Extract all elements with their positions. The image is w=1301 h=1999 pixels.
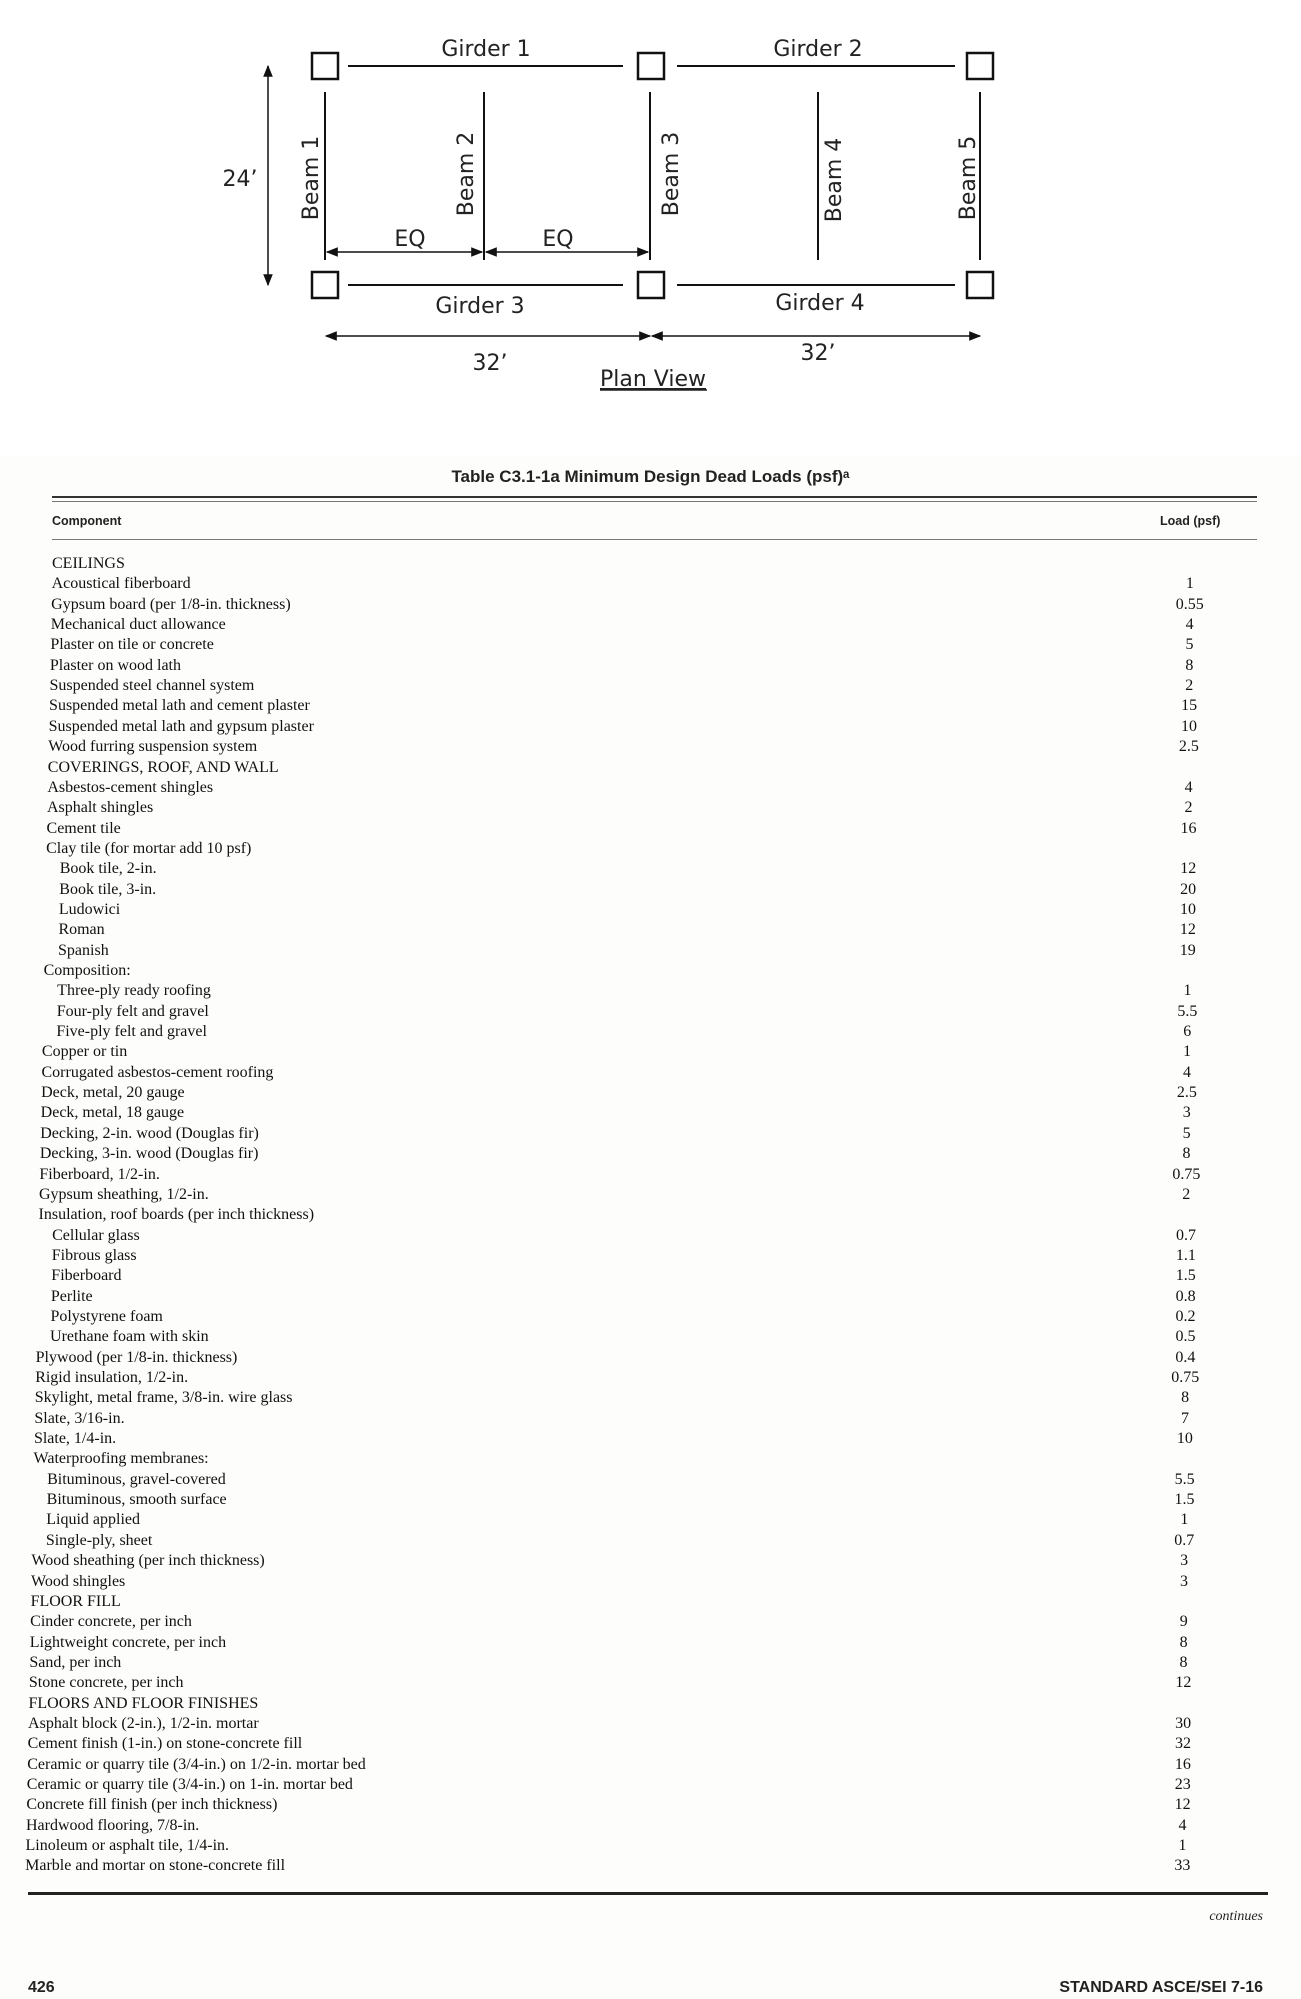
load-cell: 12 [1174,1796,1191,1814]
eq-label-right: EQ [542,227,574,252]
load-cell: 4 [1185,616,1194,634]
component-cell: Lightweight concrete, per inch [29,1633,227,1651]
table-top-rule-thin [52,501,1257,502]
load-cell: 32 [1175,1735,1192,1753]
load-cell: 5.5 [1174,1470,1195,1488]
column-bottom-left [312,272,338,298]
girder-2-label: Girder 2 [773,37,863,62]
column-top-right [967,53,993,79]
table-row [0,1695,1301,1715]
component-cell: Asbestos-cement shingles [47,778,214,796]
table-row [0,1328,1301,1348]
component-cell: Cellular glass [52,1226,140,1244]
component-cell: Liquid applied [46,1511,141,1529]
span-dimension-left-label: 32’ [472,351,508,376]
table-row [0,1532,1301,1552]
load-cell: 1 [1178,1837,1187,1855]
component-cell: Bituminous, smooth surface [46,1491,227,1509]
component-cell: Cinder concrete, per inch [30,1613,192,1631]
table-row [0,840,1301,860]
table-row [0,1817,1301,1837]
header-rule [52,539,1257,540]
table-row [0,575,1301,595]
component-cell: Fibrous glass [51,1246,137,1264]
component-cell: Fiberboard, 1/2-in. [39,1165,160,1183]
column-bottom-right [967,272,993,298]
load-cell: 9 [1179,1613,1188,1631]
dead-load-table-page [0,455,1301,1999]
table-row [0,1511,1301,1531]
component-cell: Wood furring suspension system [48,738,258,756]
beam-4-label: Beam 4 [822,137,847,223]
component-cell: Copper or tin [41,1043,128,1061]
table-row [0,1064,1301,1084]
load-cell: 1 [1180,1511,1189,1529]
table-row [0,982,1301,1002]
table-row [0,1308,1301,1328]
table-row [0,1389,1301,1409]
table-row [0,1104,1301,1124]
component-cell: Cement tile [46,819,121,837]
table-row [0,1674,1301,1694]
table-row [0,881,1301,901]
table-row [0,1471,1301,1491]
component-cell: Spanish [58,941,109,959]
table-row [0,1430,1301,1450]
component-cell: Plaster on wood lath [49,656,181,674]
component-cell: Acoustical fiberboard [51,575,191,593]
table-row [0,718,1301,738]
plan-view-diagram [0,0,1301,420]
component-cell: Book tile, 3-in. [59,880,157,898]
component-cell: Fiberboard [51,1267,122,1285]
component-cell: Hardwood flooring, 7/8-in. [25,1816,200,1834]
load-cell: 2 [1182,1185,1191,1203]
load-cell: 19 [1179,941,1196,959]
page-number: 426 [28,1979,55,1996]
table-row [0,1654,1301,1674]
load-cell: 16 [1174,1755,1191,1773]
table-row [0,1756,1301,1776]
component-cell: Polystyrene foam [50,1307,163,1325]
load-cell: 20 [1180,880,1197,898]
load-cell: 6 [1183,1023,1192,1041]
component-cell: FLOORS AND FLOOR FINISHES [28,1694,259,1712]
load-cell: 1 [1185,575,1194,593]
table-row [0,1125,1301,1145]
table-row [0,1186,1301,1206]
component-cell: Decking, 2-in. wood (Douglas fir) [40,1124,259,1142]
table-row [0,799,1301,819]
table-row [0,1023,1301,1043]
component-cell: Wood sheathing (per inch thickness) [31,1552,265,1570]
component-cell: Deck, metal, 18 gauge [40,1104,185,1122]
component-cell: Single-ply, sheet [45,1531,153,1549]
load-cell: 0.55 [1175,595,1204,613]
load-cell: 16 [1180,819,1197,837]
table-row [0,636,1301,656]
load-cell: 2.5 [1176,1084,1197,1102]
component-cell: Gypsum sheathing, 1/2-in. [38,1185,209,1203]
table-row [0,1837,1301,1857]
table-row [0,1166,1301,1186]
load-cell: 0.7 [1174,1531,1195,1549]
table-row [0,901,1301,921]
component-cell: Urethane foam with skin [50,1328,209,1346]
table-row [0,1247,1301,1267]
component-cell: Insulation, roof boards (per inch thickness) [38,1206,315,1224]
load-cell: 8 [1185,656,1194,674]
load-cell: 0.75 [1171,1369,1200,1386]
component-cell: Roman [58,921,105,939]
table-row [0,677,1301,697]
component-cell: Gypsum board (per 1/8-in. thickness) [51,595,291,613]
standard-name: STANDARD ASCE/SEI 7-16 [1059,1979,1263,1996]
table-row [0,1857,1301,1877]
load-cell: 7 [1180,1409,1189,1427]
load-cell: 0.4 [1175,1348,1196,1366]
component-cell: Ceramic or quarry tile (3/4-in.) on 1-in. mortar bed [26,1776,353,1793]
component-cell: Mechanical duct allowance [50,616,226,634]
table-bottom-rule [28,1892,1268,1895]
table-row [0,738,1301,758]
load-cell: 1.5 [1175,1267,1196,1285]
span-dimension-right-label: 32’ [800,341,836,366]
component-cell: Clay tile (for mortar add 10 psf) [46,839,252,857]
table-title: Table C3.1-1a Minimum Design Dead Loads (psf)ᵃ [451,467,850,486]
load-cell: 2 [1185,677,1194,695]
table-row [0,942,1301,962]
girder-3-label: Girder 3 [435,294,525,319]
component-cell: Four-ply felt and gravel [56,1002,209,1020]
table-row [0,1410,1301,1430]
load-cell: 5 [1185,636,1194,654]
load-cell: 8 [1179,1653,1188,1671]
column-header-component: Component [52,514,122,528]
girder-1-label: Girder 1 [441,37,531,62]
component-cell: Decking, 3-in. wood (Douglas fir) [39,1145,259,1163]
component-cell: Ludowici [58,900,121,918]
load-cell: 4 [1184,778,1193,796]
component-cell: Slate, 3/16-in. [34,1409,125,1427]
table-row [0,1349,1301,1369]
table-row [0,1634,1301,1654]
table-row [0,1227,1301,1247]
table-row [0,697,1301,717]
component-cell: COVERINGS, ROOF, AND WALL [47,758,279,776]
table-row [0,596,1301,616]
component-cell: Skylight, metal frame, 3/8-in. wire glass [34,1389,293,1407]
beam-3-label: Beam 3 [659,131,684,217]
table-row [0,1003,1301,1023]
height-dimension-label: 24’ [222,167,258,192]
table-top-rule [52,496,1257,498]
component-cell: Corrugated asbestos-cement roofing [41,1063,274,1081]
table-row [0,555,1301,575]
table-row [0,616,1301,636]
table-row [0,1715,1301,1735]
load-cell: 0.7 [1176,1226,1197,1244]
table-row [0,1491,1301,1511]
load-cell: 2.5 [1178,738,1199,756]
component-cell: Plaster on tile or concrete [50,636,214,654]
table-row [0,1084,1301,1104]
table-row [0,1450,1301,1470]
component-cell: Suspended metal lath and gypsum plaster [48,717,314,735]
component-cell: Rigid insulation, 1/2-in. [35,1369,189,1386]
load-cell: 0.2 [1175,1307,1196,1325]
load-cell: 2 [1184,799,1193,817]
table-row [0,1267,1301,1287]
beam-2-label: Beam 2 [454,131,479,217]
load-cell: 10 [1176,1430,1193,1448]
component-cell: Five-ply felt and gravel [56,1023,207,1041]
table-row [0,1796,1301,1816]
component-cell: Perlite [50,1287,93,1305]
component-cell: Cement finish (1-in.) on stone-concrete fill [27,1735,303,1753]
table-row [0,820,1301,840]
load-cell: 4 [1178,1816,1187,1834]
component-cell: Bituminous, gravel-covered [47,1470,226,1488]
component-cell: Wood shingles [31,1572,126,1590]
component-cell: Composition: [43,962,131,979]
component-cell: Suspended metal lath and cement plaster [49,697,310,715]
table-row [0,1043,1301,1063]
eq-label-left: EQ [394,227,426,252]
load-cell: 4 [1183,1063,1191,1081]
component-cell: Asphalt shingles [46,799,154,817]
component-cell: Waterproofing membranes: [33,1450,209,1468]
load-cell: 10 [1179,900,1196,918]
load-cell: 8 [1182,1145,1191,1163]
component-cell: Plywood (per 1/8-in. thickness) [35,1348,238,1366]
component-cell: Slate, 1/4-in. [33,1430,117,1448]
table-row [0,1776,1301,1796]
component-cell: Stone concrete, per inch [28,1674,184,1692]
table-row [0,921,1301,941]
load-cell: 1 [1183,1043,1192,1061]
component-cell: Sand, per inch [29,1653,122,1671]
load-cell: 3 [1180,1552,1189,1570]
table-row [0,860,1301,880]
table-row [0,1573,1301,1593]
component-cell: Ceramic or quarry tile (3/4-in.) on 1/2-in. mortar bed [27,1755,366,1773]
girder-4-label: Girder 4 [775,291,865,316]
table-row [0,1552,1301,1572]
load-cell: 12 [1179,921,1196,939]
load-cell: 23 [1174,1776,1191,1793]
load-cell: 8 [1181,1389,1190,1407]
table-row [0,1145,1301,1165]
load-cell: 1.1 [1175,1246,1196,1264]
plan-view-caption: Plan View [599,367,707,392]
component-cell: Linoleum or asphalt tile, 1/4-in. [25,1837,230,1855]
table-row [0,1735,1301,1755]
load-cell: 33 [1174,1857,1191,1875]
load-cell: 0.5 [1175,1328,1196,1346]
table-row [0,1206,1301,1226]
load-cell: 8 [1179,1633,1188,1651]
load-cell: 1.5 [1174,1491,1195,1509]
column-header-load: Load (psf) [1160,514,1221,528]
load-cell: 12 [1180,860,1197,878]
load-cell: 12 [1175,1674,1192,1692]
load-cell: 5.5 [1177,1002,1198,1020]
load-cell: 0.8 [1175,1287,1196,1305]
component-cell: CEILINGS [52,555,125,572]
load-cell: 1 [1183,982,1192,1000]
component-cell: Suspended steel channel system [49,677,255,695]
load-cell: 30 [1175,1714,1192,1732]
component-cell: Concrete fill finish (per inch thickness) [26,1796,278,1814]
beam-1-label: Beam 1 [299,135,324,221]
component-cell: Book tile, 2-in. [59,860,157,878]
column-top-mid [638,53,664,79]
beam-5-label: Beam 5 [956,135,981,221]
component-cell: FLOOR FILL [30,1592,121,1610]
component-cell: Asphalt block (2-in.), 1/2-in. mortar [28,1714,259,1732]
table-row [0,1288,1301,1308]
load-cell: 3 [1180,1572,1188,1590]
table-row [0,1593,1301,1613]
column-bottom-mid [638,272,664,298]
load-cell: 15 [1181,697,1198,715]
load-cell: 0.75 [1172,1165,1201,1183]
table-row [0,779,1301,799]
component-cell: Marble and mortar on stone-concrete fill [25,1857,286,1875]
column-top-left [312,53,338,79]
table-row [0,759,1301,779]
table-row [0,1369,1301,1389]
continues-note: continues [1209,1909,1263,1924]
component-cell: Three-ply ready roofing [57,982,211,1000]
component-cell: Deck, metal, 20 gauge [41,1084,185,1102]
table-row [0,1613,1301,1633]
table-row [0,657,1301,677]
load-cell: 10 [1181,717,1198,735]
table-row [0,962,1301,982]
load-cell: 3 [1182,1104,1191,1122]
load-cell: 5 [1182,1124,1191,1142]
